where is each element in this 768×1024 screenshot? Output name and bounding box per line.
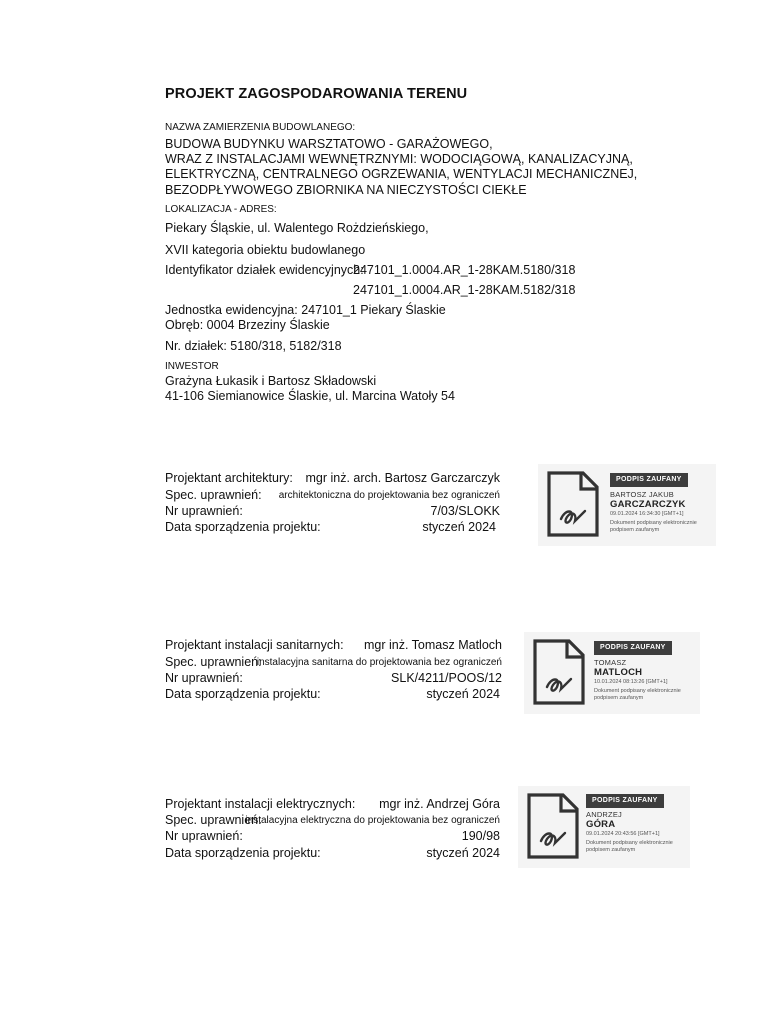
spec-value: instalacyjna sanitarna do projektowania bez ograniczeń [256,657,502,668]
designer-name: mgr inż. Tomasz Matloch [363,638,502,652]
designer-role: Projektant instalacji sanitarnych: [165,638,344,652]
designer-role: Projektant instalacji elektrycznych: [165,797,356,811]
parcel-id-1: 247101_1.0004.AR_1-28KAM.5180/318 [353,263,576,277]
signature-note: Dokument podpisany elektronicznie podpisem zaufanym [594,688,681,701]
date-label: Data sporządzenia projektu: [165,520,321,534]
license-number: 7/03/SLOKK [430,504,500,518]
date-value: styczeń 2024 [422,520,496,534]
spec-label: Spec. uprawnień: [165,813,262,827]
signature-datetime: 10.01.2024 08:13:26 [GMT+1] [594,679,668,685]
signed-document-icon [525,791,581,861]
investor-address: 41-106 Siemianowice Ślaskie, ul. Marcina Watoły 54 [165,389,455,403]
registration-unit: Jednostka ewidencyjna: 247101_1 Piekary Ślaskie [165,303,446,317]
license-number: SLK/4211/POOS/12 [391,671,502,685]
spec-value: architektoniczna do projektowania bez ograniczeń [278,490,500,501]
investment-label: NAZWA ZAMIERZENIA BUDOWLANEGO: [165,122,356,133]
precinct: Obręb: 0004 Brzeziny Ślaskie [165,318,330,332]
signature-note: Dokument podpisany elektronicznie podpisem zaufanym [586,840,673,853]
date-value: styczeń 2024 [426,687,500,701]
signer-first-name: BARTOSZ JAKUB [610,490,675,499]
location-address: Piekary Śląskie, ul. Walentego Rożdzieńskiego, [165,221,429,235]
trusted-signature-stamp [524,632,700,714]
license-label: Nr uprawnień: [165,671,243,685]
spec-value: instalacyjna elektryczna do projektowania bez ograniczeń [245,815,500,826]
license-number: 190/98 [461,829,500,843]
signer-first-name: ANDRZEJ [586,810,622,819]
date-label: Data sporządzenia projektu: [165,846,321,860]
trusted-signature-stamp [518,786,690,868]
signer-last-name: GÓRA [586,819,616,830]
signer-last-name: GARCZARCZYK [610,499,686,510]
investment-description [165,137,637,198]
signature-datetime: 09.01.2024 20:43:56 [GMT+1] [586,831,660,837]
investor-name: Grażyna Łukasik i Bartosz Składowski [165,374,377,388]
signature-datetime: 09.01.2024 16:34:30 [GMT+1] [610,511,684,517]
designer-role: Projektant architektury: [165,471,293,485]
trusted-signature-stamp [538,464,716,546]
trusted-signature-badge: PODPIS ZAUFANY [586,794,664,808]
trusted-signature-badge: PODPIS ZAUFANY [594,641,672,655]
designer-name: mgr inż. Andrzej Góra [379,797,500,811]
investment-line: ELEKTRYCZNĄ, CENTRALNEGO OGRZEWANIA, WENTYLACJI MECHANICZNEJ, [165,167,638,182]
license-label: Nr uprawnień: [165,504,243,518]
spec-label: Spec. uprawnień: [165,488,262,502]
date-value: styczeń 2024 [426,846,500,860]
investment-line: BUDOWA BUDYNKU WARSZTATOWO - GARAŻOWEGO, [165,137,493,151]
spec-label: Spec. uprawnień: [165,655,262,669]
parcel-id-label: Identyfikator działek ewidencyjnych: [165,263,364,277]
license-label: Nr uprawnień: [165,829,243,843]
building-category: XVII kategoria obiektu budowlanego [165,243,366,257]
signer-first-name: TOMASZ [594,658,627,667]
designer-name: mgr inż. arch. Bartosz Garczarczyk [305,471,500,485]
date-label: Data sporządzenia projektu: [165,687,321,701]
investment-line: BEZODPŁYWOWEGO ZBIORNIKA NA NIECZYSTOŚCI CIEKŁE [165,182,527,197]
signer-last-name: MATLOCH [594,667,643,678]
signed-document-icon [531,637,587,707]
location-label: LOKALIZACJA - ADRES: [165,204,277,215]
parcel-id-2: 247101_1.0004.AR_1-28KAM.5182/318 [353,283,576,297]
trusted-signature-badge: PODPIS ZAUFANY [610,473,688,487]
investor-label: INWESTOR [165,361,219,372]
signed-document-icon [545,469,601,539]
parcel-numbers: Nr. działek: 5180/318, 5182/318 [165,339,342,353]
investment-line: WRAZ Z INSTALACJAMI WEWNĘTRZNYMI: WODOCIĄGOWĄ, KANALIZACYJNĄ, [165,152,633,167]
signature-note: Dokument podpisany elektronicznie podpisem zaufanym [610,520,697,533]
document-title: PROJEKT ZAGOSPODAROWANIA TERENU [165,86,468,102]
